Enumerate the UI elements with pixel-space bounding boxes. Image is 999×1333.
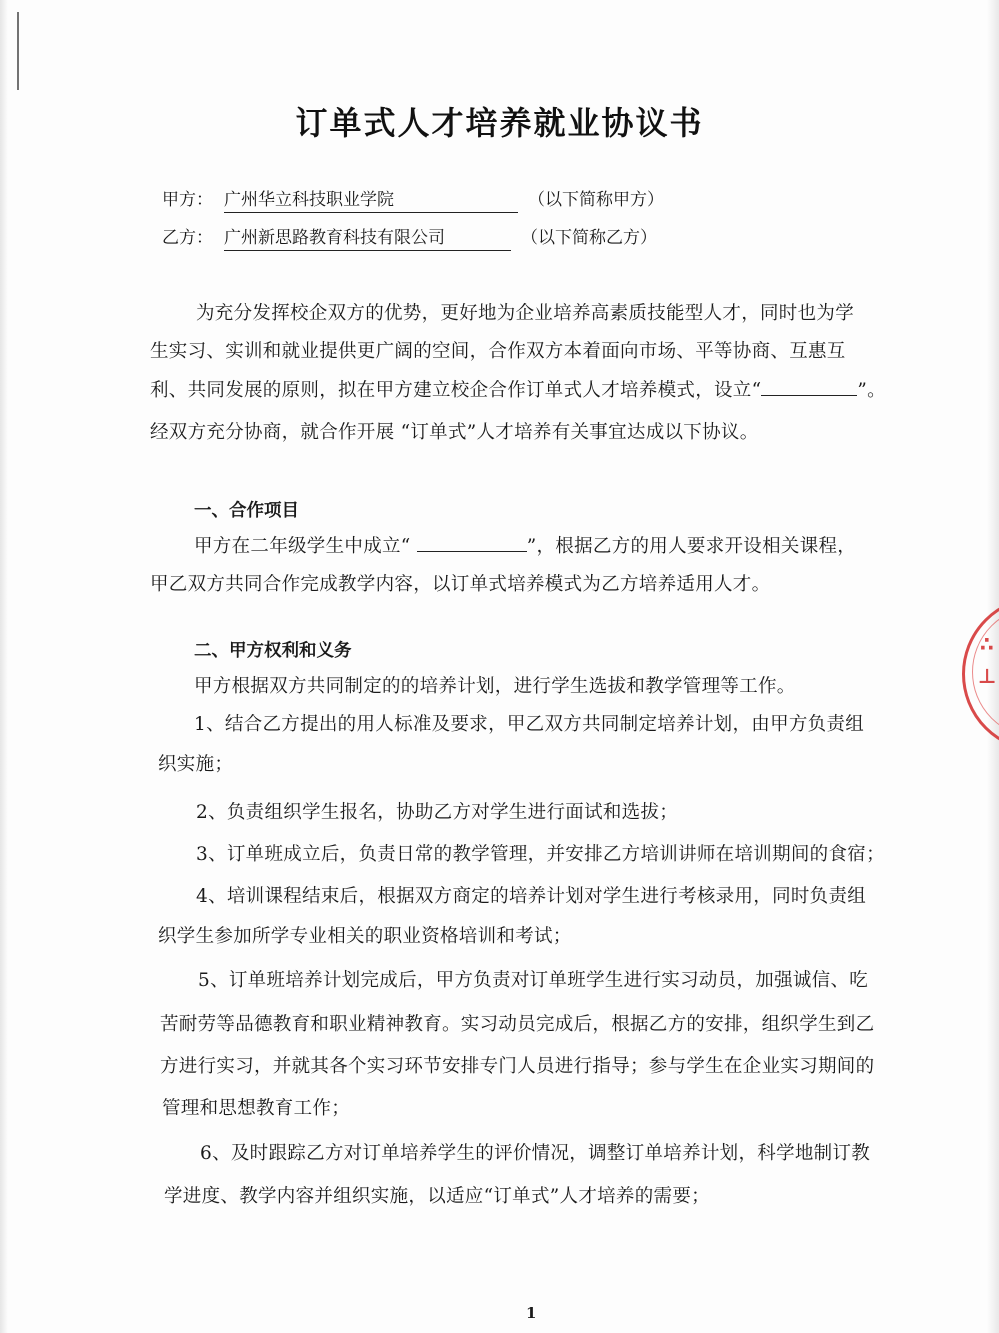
binding-edge-mark	[17, 12, 19, 90]
party-a-note: （以下简称甲方）	[528, 190, 664, 210]
section-2-item-5-line-3: 方进行实习，并就其各个实习环节安排专门人员进行指导；参与学生在企业实习期间的	[160, 1056, 875, 1077]
intro-line-4: 经双方充分协商，就合作开展 “订单式”人才培养有关事宜达成以下协议。	[150, 422, 759, 443]
seal-fragment-mark: ⊥	[978, 664, 997, 688]
document-title: 订单式人才培养就业协议书	[295, 104, 704, 142]
section-2-item-2: 2、负责组织学生报名，协助乙方对学生进行面试和选拔；	[196, 802, 679, 823]
section-1-heading: 一、合作项目	[194, 501, 299, 521]
page-number: 1	[526, 1304, 537, 1322]
party-b-label: 乙方：	[162, 228, 213, 248]
seal-fragment-mark: ∴	[980, 632, 994, 656]
section-1-line-1	[194, 533, 856, 560]
intro-line-3	[150, 377, 886, 404]
section-2-heading: 二、甲方权利和义务	[194, 641, 352, 661]
party-a-line	[162, 188, 664, 213]
section-2-item-6-line-1: 6、及时跟踪乙方对订单培养学生的评价情况，调整订单培养计划，科学地制订教	[200, 1143, 871, 1164]
party-b-name: 广州新思路教育科技有限公司	[224, 226, 511, 251]
party-b-line	[162, 226, 657, 251]
intro-line-1: 为充分发挥校企双方的优势，更好地为企业培养高素质技能型人才，同时也为学	[196, 303, 855, 324]
section-2-item-6-line-2: 学进度、教学内容并组织实施，以适应“订单式”人才培养的需要；	[164, 1186, 710, 1207]
page-left-shadow	[0, 0, 8, 1333]
section-2-item-4-line-1: 4、培训课程结束后，根据双方商定的培养计划对学生进行考核录用，同时负责组	[196, 886, 867, 907]
section-2-item-1-line-1: 1、结合乙方提出的用人标准及要求，甲乙双方共同制定培养计划，由甲方负责组	[194, 714, 865, 735]
section-2-item-5-line-4: 管理和思想教育工作；	[162, 1098, 351, 1119]
intro-line-3-end: ”。	[857, 380, 886, 401]
party-b-note: （以下简称乙方）	[521, 228, 657, 248]
section-1-line-2: 甲乙双方共同合作完成教学内容，以订单式培养模式为乙方培养适用人才。	[150, 574, 771, 595]
section-2-item-3: 3、订单班成立后，负责日常的教学管理，并安排乙方培训讲师在培训期间的食宿；	[196, 844, 885, 865]
section-2-item-1-line-2: 织实施；	[158, 754, 234, 775]
section-1-line-1-start: 甲方在二年级学生中成立“	[194, 536, 417, 557]
section-2-item-5-line-2: 苦耐劳等品德教育和职业精神教育。实习动员完成后，根据乙方的安排，组织学生到乙	[160, 1014, 875, 1035]
section-1-class-blank	[417, 533, 527, 552]
intro-name-blank	[761, 377, 857, 396]
section-2-intro: 甲方根据双方共同制定的的培养计划，进行学生选拔和教学管理等工作。	[194, 676, 796, 697]
party-a-name: 广州华立科技职业学院	[224, 188, 518, 213]
section-2-item-5-line-1: 5、订单班培养计划完成后，甲方负责对订单班学生进行实习动员，加强诚信、吃	[198, 970, 869, 991]
section-1-line-1-end: ”，根据乙方的用人要求开设相关课程，	[526, 536, 857, 557]
intro-line-2: 生实习、实训和就业提供更广阔的空间，合作双方本着面向市场、平等协商、互惠互	[150, 341, 846, 362]
section-2-item-4-line-2: 织学生参加所学专业相关的职业资格培训和考试；	[158, 926, 572, 947]
intro-line-3-start: 利、共同发展的原则，拟在甲方建立校企合作订单式人才培养模式，设立“	[150, 380, 762, 401]
party-a-label: 甲方：	[162, 190, 213, 210]
